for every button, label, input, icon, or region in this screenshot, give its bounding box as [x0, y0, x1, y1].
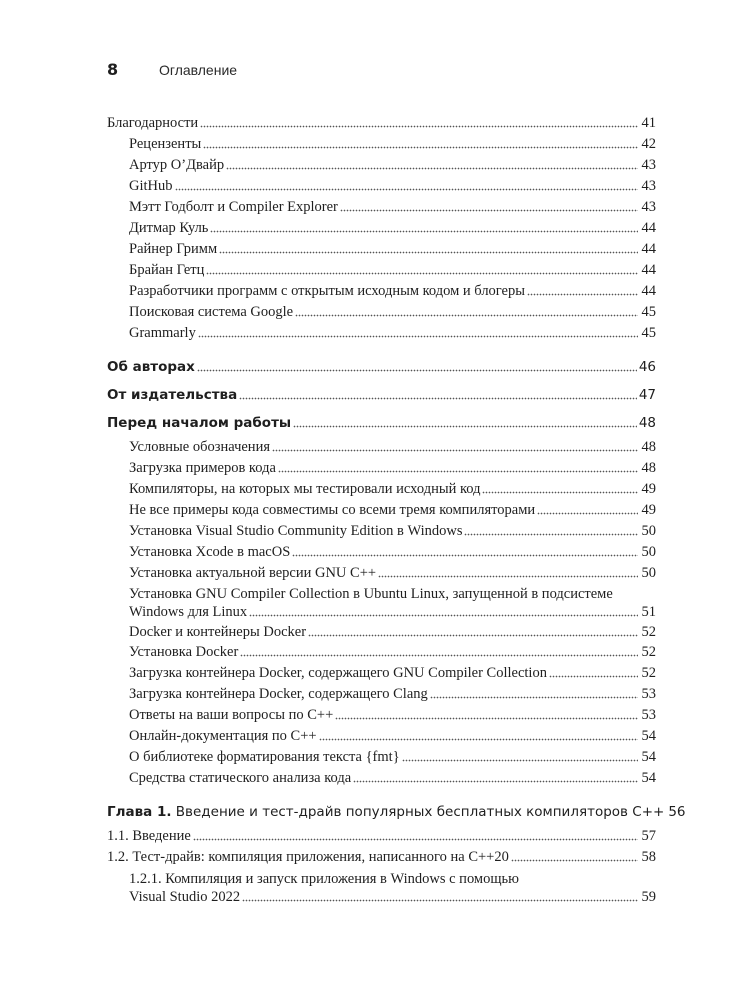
toc-entry[interactable]	[129, 685, 656, 703]
leader-dots	[193, 837, 638, 841]
leader-dots	[226, 166, 638, 170]
toc-entry-page: 52	[641, 665, 656, 681]
leader-dots	[203, 145, 638, 149]
leader-dots	[335, 716, 638, 720]
toc-entry-page: 44	[641, 262, 656, 278]
toc-entry-page: 43	[641, 157, 656, 173]
toc-entry-title: Docker и контейнеры Docker	[129, 624, 307, 640]
toc-entry-page: 53	[641, 707, 656, 723]
toc-entry-title: Мэтт Годболт и Compiler Explorer	[129, 199, 338, 215]
toc-entry-page: 57	[641, 828, 656, 844]
toc-entry-page: 51	[641, 604, 656, 620]
toc-entry-title: О библиотеке форматирования текста {fmt}	[129, 749, 400, 765]
leader-dots	[200, 124, 638, 128]
toc-entry-page: 50	[641, 565, 656, 581]
toc-entry-title: Средства статического анализа кода	[129, 770, 352, 786]
leader-dots	[378, 574, 638, 578]
leader-dots	[308, 633, 638, 637]
toc-entry-title: Поисковая система Google	[129, 304, 294, 320]
toc-entry-title: Загрузка контейнера Docker, содержащего GNU Compiler Collection	[129, 665, 547, 681]
toc-entry-title: 1.1. Введение	[107, 828, 191, 844]
toc-entry-page: 52	[641, 644, 656, 660]
toc-entry[interactable]	[107, 827, 656, 845]
toc-entry-page: 45	[641, 325, 656, 341]
running-section-title: Оглавление	[159, 62, 238, 78]
leader-dots	[402, 758, 638, 762]
leader-dots	[549, 674, 638, 678]
toc-entry-title-line1: Установка GNU Compiler Collection в Ubuntu Linux, запущенной в подсистеме	[129, 586, 613, 602]
toc-entry-title: Загрузка примеров кода	[129, 460, 276, 476]
toc-entry-page: 50	[641, 544, 656, 560]
running-head	[107, 60, 237, 79]
toc-entry-title: Установка Docker	[129, 644, 239, 660]
toc-entry-title: Перед началом работы	[107, 415, 292, 431]
toc-entry[interactable]	[129, 282, 656, 300]
leader-dots	[242, 898, 638, 902]
toc-entry-page: 54	[641, 770, 656, 786]
leader-dots	[292, 553, 638, 557]
toc-entry-page: 48	[638, 415, 656, 431]
toc-entry-page: 48	[641, 460, 656, 476]
toc-entry-title: GitHub	[129, 178, 173, 194]
toc-entry[interactable]	[129, 623, 656, 641]
toc-entry[interactable]	[129, 727, 656, 745]
toc-entry-page: 59	[641, 889, 656, 905]
toc-entry-title: Условные обозначения	[129, 439, 270, 455]
toc-entry[interactable]	[129, 664, 656, 682]
leader-dots	[319, 737, 638, 741]
toc-entry[interactable]	[129, 324, 656, 342]
toc-entry-page: 44	[641, 220, 656, 236]
toc-entry[interactable]	[129, 480, 656, 498]
toc-entry-title: Благодарности	[107, 115, 199, 131]
toc-entry-page: 53	[641, 686, 656, 702]
toc-entry-page: 52	[641, 624, 656, 640]
toc-entry[interactable]	[129, 706, 656, 724]
toc-entry-page: 54	[641, 749, 656, 765]
toc-entry[interactable]	[129, 603, 656, 621]
toc-entry-page: 43	[641, 199, 656, 215]
toc-entry-title: Райнер Гримм	[129, 241, 218, 257]
page-number: 8	[107, 60, 119, 79]
leader-dots	[278, 469, 638, 473]
leader-dots	[353, 779, 638, 783]
chapter-title: Введение и тест-драйв популярных бесплатных компиляторов С++	[175, 804, 665, 820]
leader-dots	[464, 532, 638, 536]
toc-entry-title: Рецензенты	[129, 136, 202, 152]
toc-entry[interactable]	[129, 543, 656, 561]
leader-dots	[430, 695, 638, 699]
toc-entry-title: Установка Xcode в macOS	[129, 544, 291, 560]
chapter-number: Глава 1.	[107, 804, 172, 820]
toc-entry-title: Дитмар Куль	[129, 220, 209, 236]
toc-entry-title: Компиляторы, на которых мы тестировали исходный код	[129, 481, 481, 497]
toc-entry[interactable]	[129, 564, 656, 582]
toc-entry-title: Брайан Гетц	[129, 262, 205, 278]
toc-entry-page: 44	[641, 283, 656, 299]
toc-entry-page: 45	[641, 304, 656, 320]
toc-chapter-entry[interactable]	[107, 803, 686, 821]
toc-entry[interactable]	[129, 438, 656, 456]
leader-dots	[511, 858, 638, 862]
toc-entry[interactable]	[129, 643, 656, 661]
leader-dots	[272, 448, 638, 452]
toc-entry-title	[107, 803, 664, 821]
leader-dots	[210, 229, 638, 233]
toc-entry[interactable]	[129, 501, 656, 519]
leader-dots	[206, 271, 638, 275]
toc-entry-title: Артур О’Двайр	[129, 157, 225, 173]
toc-entry-page: 44	[641, 241, 656, 257]
toc-entry-page: 49	[641, 481, 656, 497]
toc-entry-page: 48	[641, 439, 656, 455]
leader-dots	[537, 511, 638, 515]
toc-entry-page: 50	[641, 523, 656, 539]
leader-dots	[198, 334, 638, 338]
toc-entry-page: 46	[638, 359, 656, 375]
toc-entry-title: Онлайн-документация по C++	[129, 728, 317, 744]
toc-entry[interactable]	[129, 522, 656, 540]
toc-entry[interactable]	[107, 114, 656, 132]
leader-dots	[293, 424, 637, 428]
toc-section-entry[interactable]	[107, 414, 656, 432]
toc-section-entry[interactable]	[107, 358, 656, 376]
toc-entry-title: Grammarly	[129, 325, 196, 341]
toc-entry-title: Windows для Linux	[129, 604, 248, 620]
toc-entry-title: 1.2. Тест-драйв: компиляция приложения, написанного на С++20	[107, 849, 509, 865]
toc-entry-page: 43	[641, 178, 656, 194]
leader-dots	[295, 313, 638, 317]
toc-entry[interactable]	[129, 748, 656, 766]
toc-entry[interactable]	[107, 848, 656, 866]
toc-entry[interactable]	[129, 156, 656, 174]
toc-entry[interactable]	[129, 219, 656, 237]
leader-dots	[340, 208, 638, 212]
leader-dots	[249, 613, 638, 617]
toc-entry-title: Загрузка контейнера Docker, содержащего Clang	[129, 686, 428, 702]
toc-entry[interactable]	[129, 303, 656, 321]
leader-dots	[239, 396, 637, 400]
toc-entry[interactable]	[129, 769, 656, 787]
toc-entry-page: 56	[668, 804, 686, 820]
leader-dots	[482, 490, 638, 494]
leader-dots	[527, 292, 638, 296]
toc-entry-title: Не все примеры кода совместимы со всеми тремя компиляторами	[129, 502, 536, 518]
toc-entry[interactable]	[129, 888, 656, 906]
toc-entry-page: 49	[641, 502, 656, 518]
leader-dots	[175, 187, 639, 191]
leader-dots	[240, 653, 638, 657]
toc-entry-page: 42	[641, 136, 656, 152]
toc-entry-page: 54	[641, 728, 656, 744]
toc-entry-title: Установка актуальной версии GNU C++	[129, 565, 377, 581]
toc-entry-page: 47	[638, 387, 656, 403]
toc-entry-title: Установка Visual Studio Community Edition в Windows	[129, 523, 463, 539]
leader-dots	[197, 368, 637, 372]
toc-entry-title: Об авторах	[107, 359, 195, 375]
toc-entry-page: 58	[641, 849, 656, 865]
toc-entry[interactable]	[129, 240, 656, 258]
toc-section-entry[interactable]	[107, 386, 656, 404]
toc-entry-title: Ответы на ваши вопросы по C++	[129, 707, 334, 723]
toc-entry[interactable]	[129, 261, 656, 279]
toc-entry[interactable]	[129, 198, 656, 216]
toc-entry-title: От издательства	[107, 387, 238, 403]
toc-entry-title-line1: 1.2.1. Компиляция и запуск приложения в Windows с помощью	[129, 871, 519, 887]
toc-entry-page: 41	[641, 115, 656, 131]
toc-entry-title: Visual Studio 2022	[129, 889, 241, 905]
toc-entry[interactable]	[129, 135, 656, 153]
toc-entry[interactable]	[129, 459, 656, 477]
toc-entry[interactable]	[129, 177, 656, 195]
leader-dots	[219, 250, 638, 254]
toc-entry-title: Разработчики программ с открытым исходным кодом и блогеры	[129, 283, 525, 299]
